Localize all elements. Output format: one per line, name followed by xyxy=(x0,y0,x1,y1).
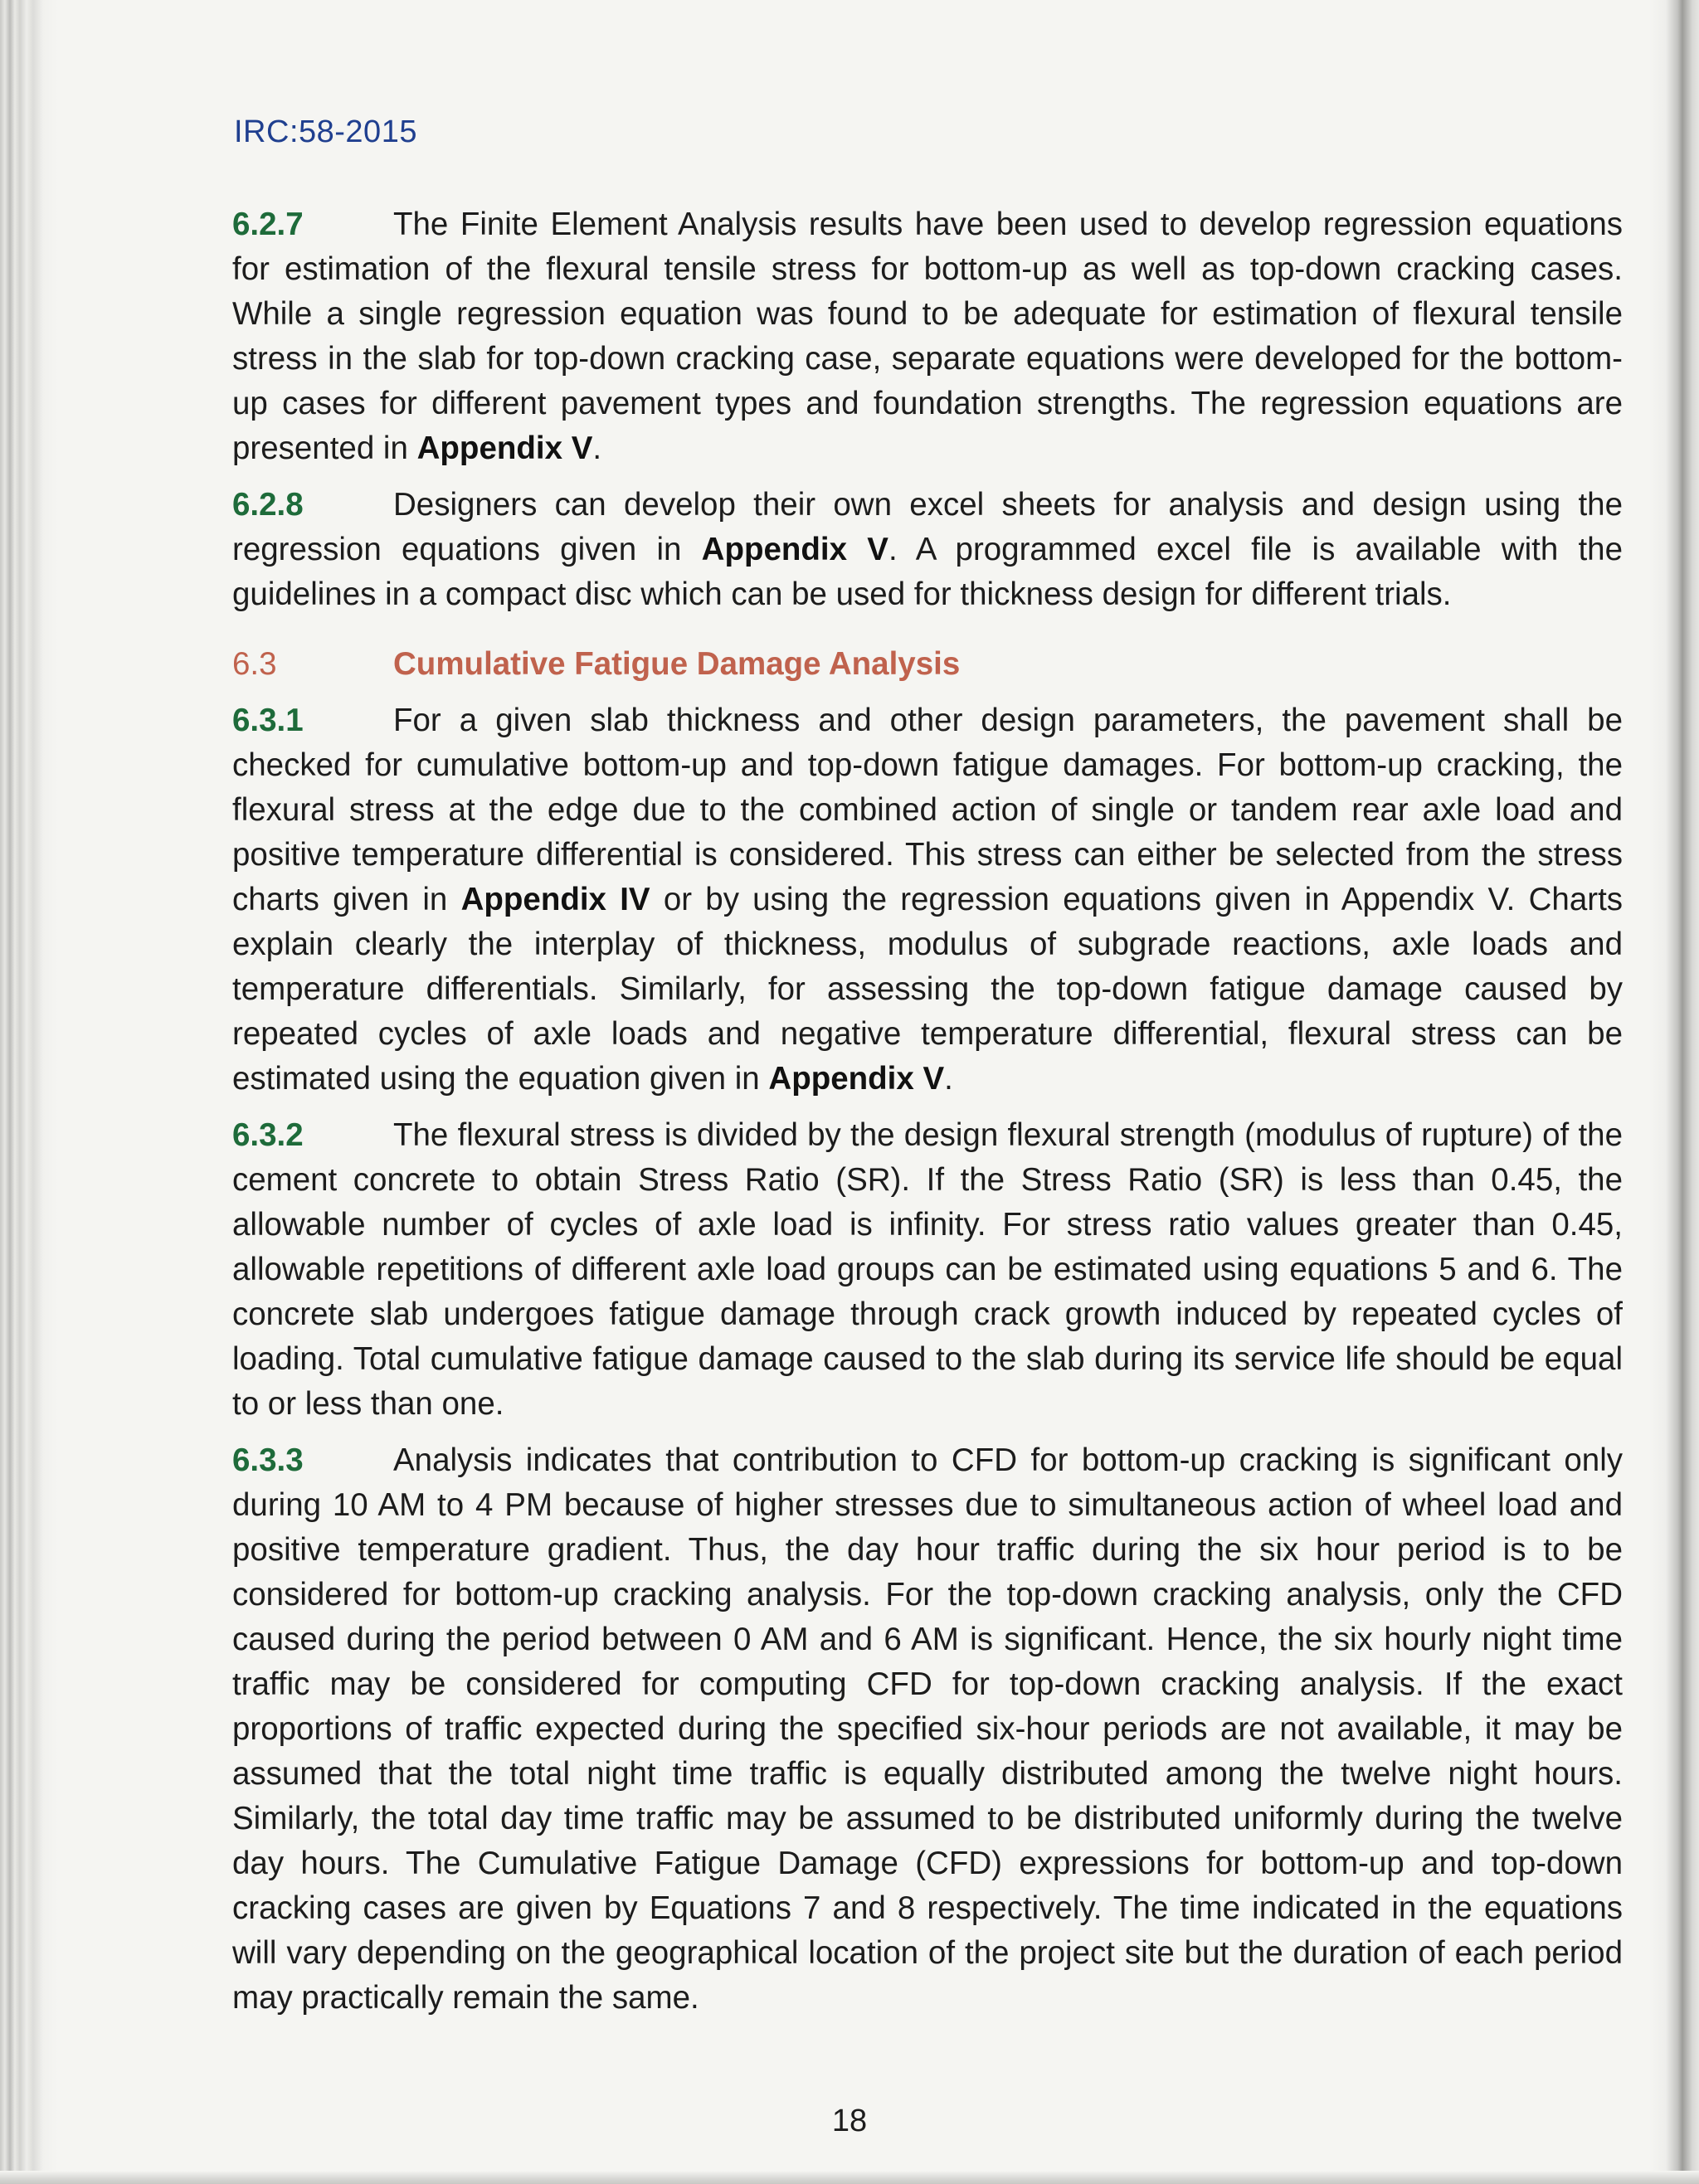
page-body xyxy=(232,202,1623,2032)
clause-text: . A programmed excel file is available with the guidelines in a compact disc which can be used for thickness design for different trials. xyxy=(232,532,1623,612)
clause-6-3-2 xyxy=(232,1113,1623,1427)
section-number: 6.3 xyxy=(232,646,277,682)
clause-text: . xyxy=(944,1061,953,1097)
clause-number: 6.3.2 xyxy=(232,1117,304,1153)
clause-text: Analysis indicates that contribution to CFD for bottom-up cracking is significant only during 10 AM to 4 PM because of higher stresses due to simultaneous action of wheel load and positive temperature gradient. Thus, the day hour traffic during the six hour period is to be considered for bottom-up cracking analysis. For the top-down cracking analysis, only the CFD caused during the period between 0 AM and 6 AM is significant. Hence, the six hourly night time traffic may be considered for computing CFD for top-down cracking analysis. If the exact proportions of traffic expected during the specified six-hour periods are not available, it may be assumed that the total night time traffic is equally distributed among the twelve night hours. Similarly, the total day time traffic may be assumed to be distributed uniformly during the twelve day hours. The Cumulative Fatigue Damage (CFD) expressions for bottom-up and top-down cracking cases are given by Equations 7 and 8 respectively. The time indicated in the equations will vary depending on the geographical location of the project site but the duration of each period may practically remain the same. xyxy=(232,1442,1623,2016)
section-heading-6-3 xyxy=(232,642,1623,687)
clause-6-3-1 xyxy=(232,698,1623,1102)
clause-text: Designers can develop their own excel sheets for analysis and design using the regression equations given in xyxy=(232,487,1623,567)
clause-number: 6.2.8 xyxy=(232,487,304,523)
binding-shadow-left xyxy=(0,0,58,2184)
appendix-reference: Appendix V xyxy=(416,430,593,466)
clause-number: 6.3.3 xyxy=(232,1442,304,1478)
clause-6-2-7 xyxy=(232,202,1623,471)
page-number: 18 xyxy=(831,2104,868,2138)
appendix-reference: Appendix V xyxy=(701,532,888,567)
clause-6-3-3 xyxy=(232,1438,1623,2021)
clause-text: For a given slab thickness and other design parameters, the pavement shall be checked for cumulative bottom-up and top-down fatigue damages. For bottom-up cracking, the flexural stress at the edge due to the combined action of single or tandem rear axle load and positive temperature differential is considered. This stress can either be selected from the stress charts given in xyxy=(232,703,1623,917)
clause-text: or by using the regression equations given in Appendix V. Charts explain clearly the interplay of thickness, modulus of subgrade reactions, axle loads and temperature differentials. Similarly, for assessing the top-down fatigue damage caused by repeated cycles of axle loads and negative temperature differential, flexural stress can be estimated using the equation given in xyxy=(232,882,1624,1097)
clause-number: 6.3.1 xyxy=(232,703,304,738)
clause-text: . xyxy=(592,430,602,466)
appendix-reference: Appendix IV xyxy=(460,882,650,917)
page-edge-right xyxy=(1649,0,1699,2184)
appendix-reference: Appendix V xyxy=(768,1061,945,1097)
clause-text: The Finite Element Analysis results have been used to develop regression equations for estimation of the flexural tensile stress for bottom-up as well as top-down cracking cases. While a single regression equation was found to be adequate for estimation of flexural tensile stress in the slab for top-down cracking case, separate equations were developed for the bottom-up cases for different pavement types and foundation strengths. The regression equations are presented in xyxy=(232,207,1623,466)
clause-text: The flexural stress is divided by the design flexural strength (modulus of rupture) of the cement concrete to obtain Stress Ratio (SR). If the Stress Ratio (SR) is less than 0.45, the allowable number of cycles of axle load is infinity. For stress ratio values greater than 0.45, allowable repetitions of different axle load groups can be estimated using equations 5 and 6. The concrete slab undergoes fatigue damage through crack growth induced by repeated cycles of loading. Total cumulative fatigue damage caused to the slab during its service life should be equal to or less than one. xyxy=(232,1117,1623,1422)
clause-number: 6.2.7 xyxy=(232,207,304,242)
page-edge-bottom xyxy=(0,2171,1699,2184)
section-title: Cumulative Fatigue Damage Analysis xyxy=(393,646,961,682)
running-header: IRC:58-2015 xyxy=(234,114,417,149)
clause-6-2-8 xyxy=(232,483,1623,617)
